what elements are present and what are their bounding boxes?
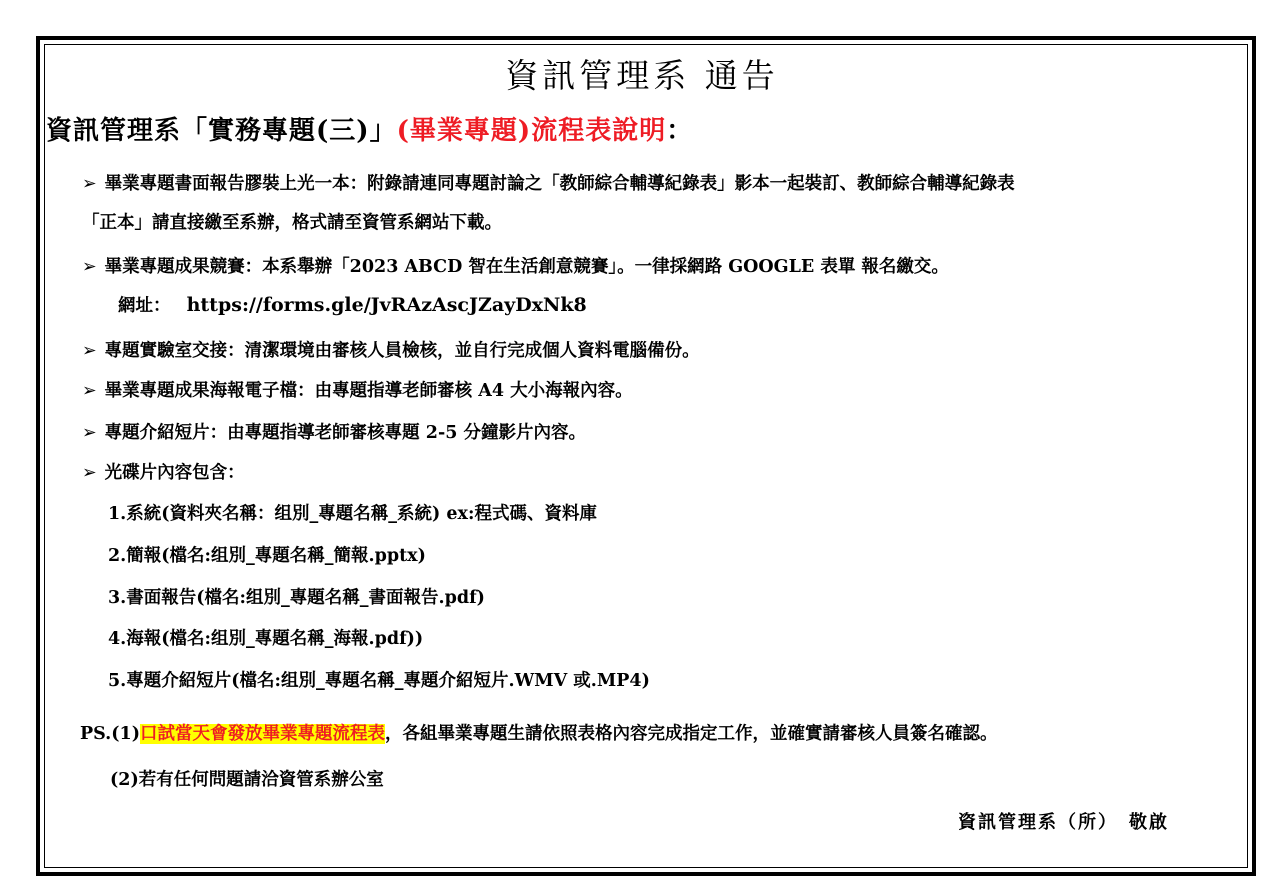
arrow-bullet-icon: ➢ [82,174,97,194]
form-url-link[interactable]: https://forms.gle/JvRAzAscJZayDxNk8 [186,294,587,316]
list-item [82,377,633,402]
list-item [82,419,586,444]
arrow-bullet-icon: ➢ [82,341,97,361]
list-item-continuation: 「正本」請直接繳至系辦，格式請至資管系網站下載。 [82,213,502,233]
cd-content-item: 3.書面報告(檔名:组別_專題名稱_書面報告.pdf) [108,588,485,608]
subtitle-course: 資訊管理系「實務專題(三)」 [46,116,397,146]
cd-content-item: 2.簡報(檔名:组別_專題名稱_簡報.pptx) [108,546,426,566]
arrow-bullet-icon: ➢ [82,463,97,483]
list-item-text: 專題介紹短片：由專題指導老師審核專題 2-5 分鐘影片內容。 [104,423,586,443]
document-subtitle [46,110,693,147]
url-line [118,292,587,317]
ps-note-text: ，各組畢業專題生請依照表格內容完成指定工作，並確實請審核人員簽名確認。 [385,724,998,744]
list-item [82,253,949,278]
cd-content-item: 1.系統(資料夾名稱：组別_專題名稱_系統) ex:程式碼、資料庫 [108,504,597,524]
list-item-text: 畢業專題書面報告膠裝上光一本：附錄請連同專題討論之「教師綜合輔導紀錄表」影本一起裝訂、教師綜合輔導紀錄表 [104,174,1015,194]
highlighted-flow-table-note: 口試當天會發放畢業專題流程表 [140,724,386,744]
ps-note-2: (2)若有任何問題請洽資管系辦公室 [110,770,384,790]
list-item-text: 光碟片內容包含： [104,463,245,483]
list-item-text: 畢業專題成果海報電子檔：由專題指導老師審核 A4 大小海報內容。 [104,381,633,401]
signature: 資訊管理系（所） 敬啟 [958,812,1169,833]
cd-content-item: 5.專題介紹短片(檔名:组別_專題名稱_專題介紹短片.WMV 或.MP4) [108,671,650,691]
subtitle-colon: ： [666,116,694,146]
list-item-text: 畢業專題成果競賽：本系舉辦「2023 ABCD 智在生活創意競賽」。一律採網路 GOOGLE 表單 報名繳交。 [104,257,949,277]
ps-note-prefix: PS.(1) [80,724,141,744]
cd-content-item: 4.海報(檔名:组別_專題名稱_海報.pdf)) [108,629,424,649]
url-label: 網址： [118,296,171,316]
ps-note-1 [80,720,998,745]
list-item-text: 專題實驗室交接：清潔環境由審核人員檢核，並自行完成個人資料電腦備份。 [104,341,700,361]
list-item [82,337,700,362]
arrow-bullet-icon: ➢ [82,381,97,401]
list-item [82,459,245,484]
document-title: 資訊管理系 通告 [505,56,779,95]
list-item [82,170,1015,195]
subtitle-flow-explanation: (畢業專題)流程表說明 [396,116,667,146]
arrow-bullet-icon: ➢ [82,423,97,443]
arrow-bullet-icon: ➢ [82,257,97,277]
